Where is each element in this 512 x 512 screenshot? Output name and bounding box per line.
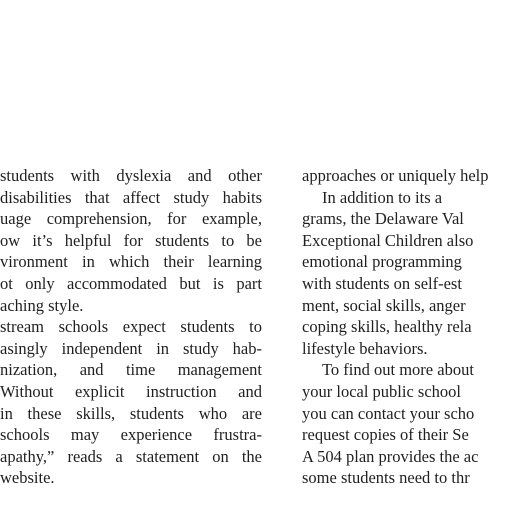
text-line: some students need to thr [302, 468, 470, 488]
text-line: website. [0, 468, 55, 488]
text-line: uage comprehension, for example, [0, 209, 262, 229]
text-line: with students on self-est [302, 273, 462, 293]
text-line: Exceptional Children also [302, 230, 474, 250]
text-line: your local public school [302, 381, 462, 401]
text-line: A 504 plan provides the ac [302, 446, 479, 466]
text-line: nization, and time management [0, 360, 262, 380]
text-line: lifestyle behaviors. [302, 338, 428, 358]
text-line: you can contact your scho [302, 403, 475, 423]
text-line: aching style. [0, 295, 84, 315]
text-line: request copies of their Se [302, 425, 469, 445]
text-line: disabilities that affect study habits [0, 187, 262, 207]
text-line: schools may experience frustra- [0, 425, 262, 445]
text-line: In addition to its a [322, 187, 443, 207]
text-line: To find out more about [322, 360, 474, 380]
text-line: asingly independent in study hab- [0, 338, 262, 358]
text-line: apathy,” reads a statement on the [0, 446, 262, 466]
right-text-column [302, 165, 512, 489]
text-line: coping skills, healthy rela [302, 317, 472, 337]
text-line: students with dyslexia and other [0, 166, 262, 185]
text-line: emotional programming [302, 252, 462, 272]
text-line: ow it’s helpful for students to be [0, 230, 262, 250]
text-line: ment, social skills, anger [302, 295, 466, 315]
text-line: vironment in which their learning [0, 252, 262, 272]
left-text-column [0, 165, 262, 489]
text-line: stream schools expect students to [0, 317, 262, 337]
text-line: in these skills, students who are [0, 403, 262, 423]
text-line: Without explicit instruction and [0, 381, 262, 401]
text-line: approaches or uniquely help [302, 166, 489, 185]
text-line: ot only accommodated but is part [0, 273, 262, 293]
text-line: grams, the Delaware Val [302, 209, 464, 229]
